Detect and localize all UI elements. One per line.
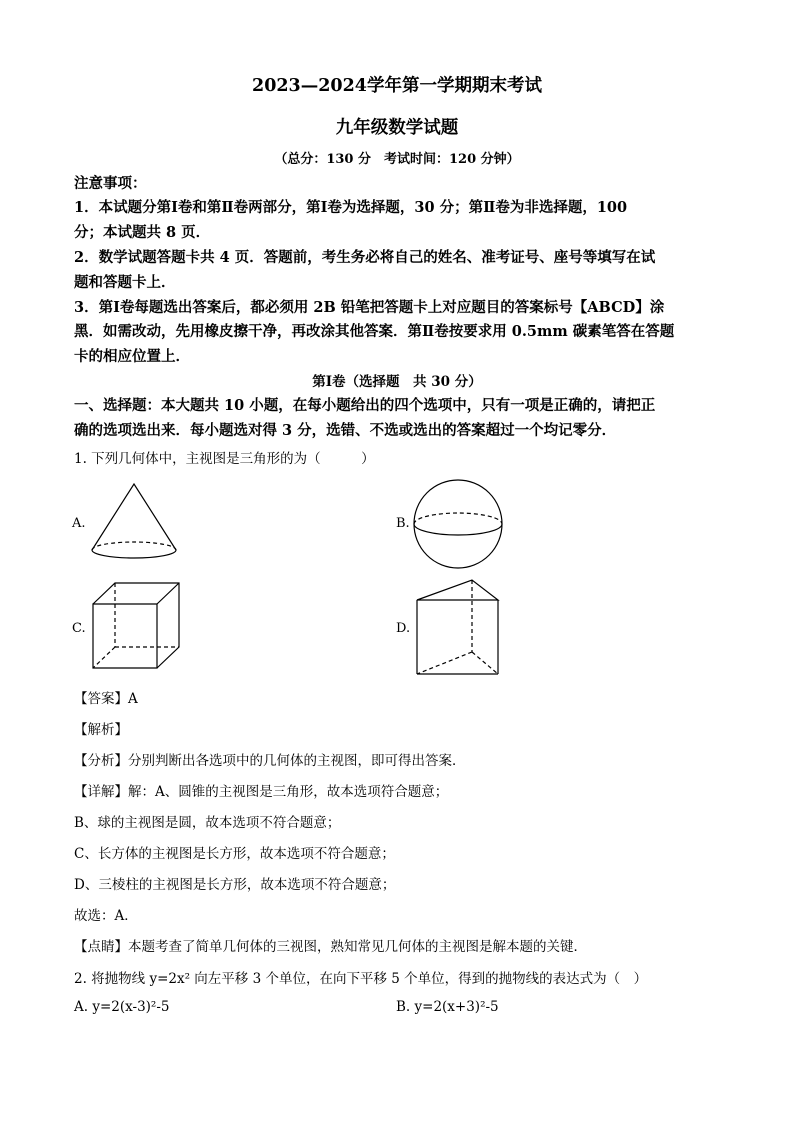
note-1-line-2: 分；本试题共 8 页．: [74, 224, 211, 241]
cube-figure: [90, 580, 190, 680]
subject-title: 九年级数学试题: [335, 118, 459, 138]
detail-line-b: B、球的主视图是圆，故本选项不符合题意；: [74, 815, 341, 831]
analysis-heading: 【解析】: [74, 722, 128, 738]
section-instructions-line-2: 确的选项选出来．每小题选对得 3 分，选错、不选或选出的答案超过一个均记零分．: [74, 422, 617, 439]
answer-line: 【答案】A: [74, 691, 138, 707]
option-a-label: A.: [72, 516, 86, 531]
section-instructions-line-1: 一、选择题：本大题共 10 小题，在每小题给出的四个选项中，只有一项是正确的，请把正: [74, 397, 656, 414]
triangular-prism-figure: [414, 578, 504, 678]
detail-line-a: 【详解】解：A、圆锥的主视图是三角形，故本选项符合题意；: [74, 784, 449, 800]
question-1-stem: 1. 下列几何体中，主视图是三角形的为（ ）: [74, 451, 375, 467]
question-2-option-a: A. y=2(x-3)²-5: [74, 999, 170, 1015]
note-1-line-1: 1．本试题分第Ⅰ卷和第Ⅱ卷两部分，第Ⅰ卷为选择题，30 分；第Ⅱ卷为非选择题，100: [74, 199, 628, 216]
detail-line-c: C、长方体的主视图是长方形，故本选项不符合题意；: [74, 846, 395, 862]
commentary-line: 【点睛】本题考查了简单几何体的三视图，熟知常见几何体的主视图是解本题的关键．: [74, 939, 587, 955]
notes-heading: 注意事项：: [74, 175, 147, 192]
exam-title: 2023—2024学年第一学期期末考试: [252, 76, 542, 96]
option-b-label: B.: [396, 516, 410, 531]
note-3-line-3: 卡的相应位置上．: [74, 348, 190, 365]
section-title: 第Ⅰ卷（选择题 共 30 分）: [312, 374, 482, 390]
option-d-label: D.: [396, 621, 411, 636]
note-3-line-2: 黑．如需改动，先用橡皮擦干净，再改涂其他答案．第Ⅱ卷按要求用 0.5mm 碳素笔答在答题: [74, 323, 675, 340]
sphere-figure: [412, 478, 512, 578]
analysis-summary: 【分析】分别判断出各选项中的几何体的主视图，即可得出答案．: [74, 753, 466, 769]
detail-line-d: D、三棱柱的主视图是长方形，故本选项不符合题意；: [74, 877, 396, 893]
note-3-line-1: 3．第Ⅰ卷每题选出答案后，都必须用 2B 铅笔把答题卡上对应题目的答案标号【ABCD】涂: [74, 299, 665, 316]
score-info: （总分：130 分 考试时间：120 分钟）: [274, 152, 520, 167]
question-2-stem: 2. 将抛物线 y=2x² 向左平移 3 个单位，在向下平移 5 个单位，得到的抛物线的表达式为（ ）: [74, 971, 648, 987]
option-c-label: C.: [72, 621, 86, 636]
note-2-line-2: 题和答题卡上．: [74, 274, 176, 291]
question-2-option-b: B. y=2(x+3)²-5: [396, 999, 499, 1015]
note-2-line-1: 2．数学试题答题卡共 4 页．答题前，考生务必将自己的姓名、准考证号、座号等填写在试: [74, 249, 656, 266]
cone-figure: [88, 480, 178, 570]
conclusion-line: 故选：A．: [74, 908, 138, 924]
